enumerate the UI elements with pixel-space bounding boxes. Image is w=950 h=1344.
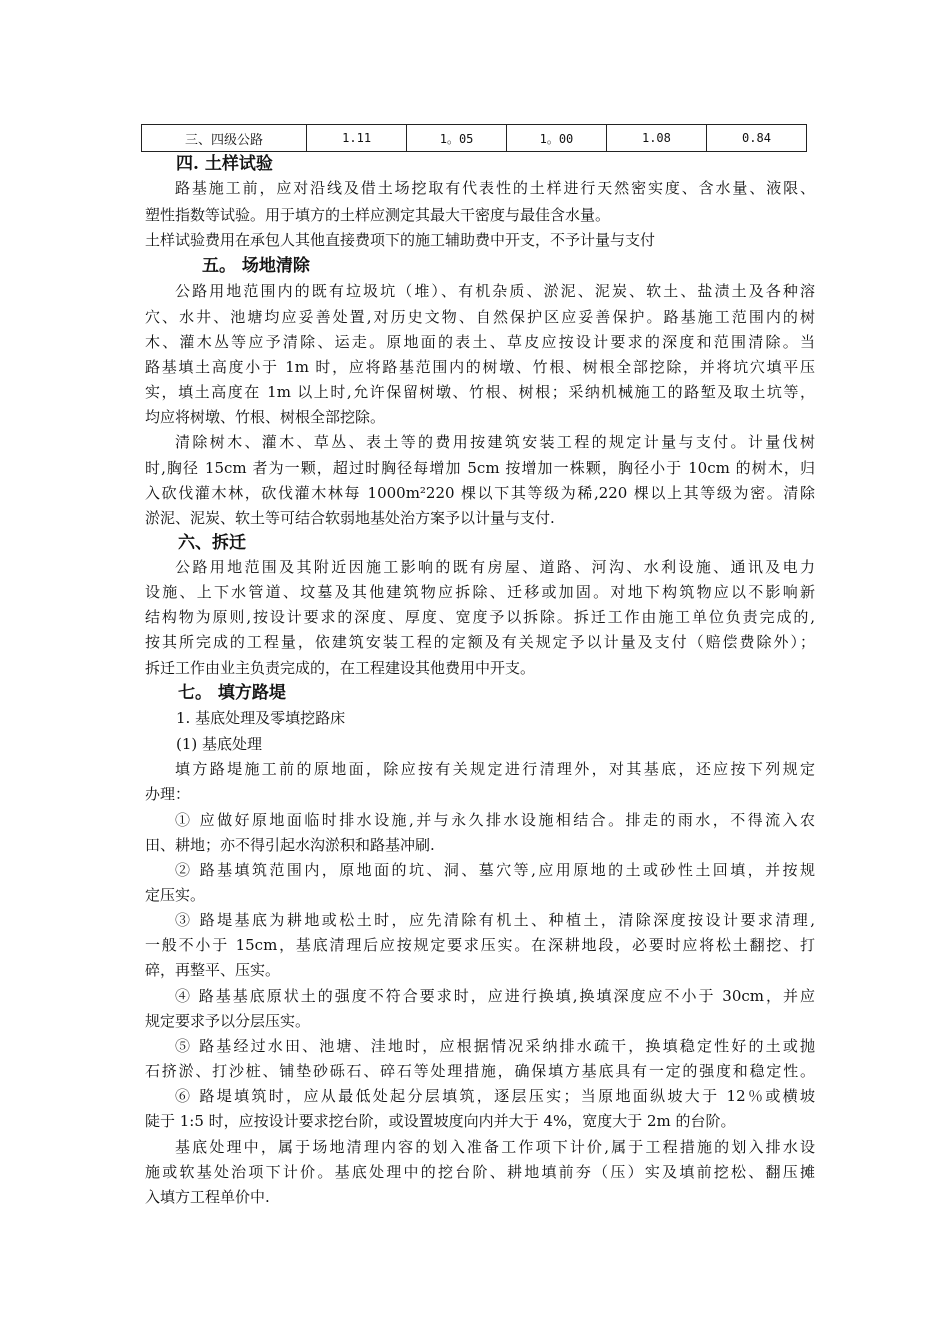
list-item: ③ 路堤基底为耕地或松土时，应先清除有机土、种植土，清除深度按设计要求清理, <box>175 911 815 929</box>
table-cell: 1。05 <box>407 125 507 152</box>
list-item: ④ 路基基底原状土的强度不符合要求时，应进行换填,换填深度应不小于 30cm，并应 <box>175 987 815 1005</box>
section-heading-fill-embankment: 七。 填方路堤 <box>178 683 286 703</box>
paragraph-line: 路基施工前，应对沿线及借土场挖取有代表性的土样进行天然密实度、含水量、液限、 <box>175 179 815 197</box>
table-cell: 1.08 <box>606 125 706 152</box>
subheading: 1. 基底处理及零填挖路床 <box>176 709 346 727</box>
paragraph-line: 按其所完成的工程量，依建筑安装工程的定额及有关规定予以计量及支付（赔偿费除外）； <box>145 633 815 651</box>
paragraph-line: 公路用地范围内的既有垃圾坑（堆）、有机杂质、淤泥、泥炭、软土、盐渍土及各种溶 <box>175 282 815 300</box>
list-item: ② 路基填筑范围内，原地面的坑、洞、墓穴等,应用原地的土或砂性土回填，并按规 <box>175 861 815 879</box>
paragraph-line: 均应将树墩、竹根、树根全部挖除。 <box>145 408 386 426</box>
paragraph-line: 木、灌木丛等应予清除、运走。原地面的表土、草皮应按设计要求的深度和范围清除。当 <box>145 333 815 351</box>
paragraph-line: 穴、水井、池塘均应妥善处置,对历史文物、自然保护区应妥善保护。路基施工范围内的树 <box>145 308 815 326</box>
paragraph-line: 实，填土高度在 1m 以上时,允许保留树墩、竹根、树根；采纳机械施工的路堑及取土坑等， <box>145 383 815 401</box>
list-item: ① 应做好原地面临时排水设施,并与永久排水设施相结合。排走的雨水，不得流入农 <box>175 811 815 829</box>
paragraph-line: 设施、上下水管道、坟墓及其他建筑物应拆除、迁移或加固。对地下构筑物应以不影响新 <box>145 583 815 601</box>
paragraph-line: 塑性指数等试验。用于填方的土样应测定其最大干密度与最佳含水量。 <box>145 206 611 224</box>
section-heading-soil-test: 四. 土样试验 <box>176 154 273 174</box>
paragraph-line: 入填方工程单价中. <box>145 1188 270 1206</box>
paragraph-line: 结构物为原则,按设计要求的深度、厚度、宽度予以拆除。拆迁工作由施工单位负责完成的, <box>145 608 815 626</box>
paragraph-line: 公路用地范围及其附近因施工影响的既有房屋、道路、河沟、水利设施、通讯及电力 <box>175 558 815 576</box>
table-cell: 1。00 <box>507 125 607 152</box>
paragraph-line: 入砍伐灌木林，砍伐灌木林每 1000m²220 棵以下其等级为稀,220 棵以上其等级为密。清除 <box>145 484 815 502</box>
list-item-continuation: 碎，再整平、压实。 <box>145 961 281 979</box>
paragraph-line: 填方路堤施工前的原地面，除应按有关规定进行清理外，对其基底，还应按下列规定 <box>175 760 815 778</box>
paragraph-line: 施或软基处治项下计价。基底处理中的挖台阶、耕地填前夯（压）实及填前挖松、翻压摊 <box>145 1163 815 1181</box>
paragraph-line: 拆迁工作由业主负责完成的，在工程建设其他费用中开支。 <box>145 659 536 677</box>
paragraph-line: 办理： <box>145 785 191 803</box>
table-cell: 0.84 <box>706 125 806 152</box>
table-cell: 1.11 <box>307 125 407 152</box>
subheading: (1) 基底处理 <box>176 735 263 753</box>
table-cell: 三、四级公路 <box>142 125 307 152</box>
section-heading-site-clearing: 五。 场地清除 <box>202 256 310 276</box>
list-item-continuation: 一般不小于 15cm，基底清理后应按规定要求压实。在深耕地段，必要时应将松土翻挖、打 <box>145 936 815 954</box>
section-heading-demolition: 六、拆迁 <box>178 533 246 553</box>
paragraph-line: 清除树木、灌木、草丛、表土等的费用按建筑安装工程的规定计量与支付。计量伐树 <box>175 433 815 451</box>
paragraph-line: 基底处理中，属于场地清理内容的划入准备工作项下计价,属于工程措施的划入排水设 <box>175 1138 815 1156</box>
paragraph-line: 淤泥、泥炭、软土等可结合软弱地基处治方案予以计量与支付. <box>145 509 555 527</box>
list-item-continuation: 陡于 1:5 时，应按设计要求挖台阶，或设置坡度向内并大于 4%，宽度大于 2m 的台阶。 <box>145 1112 736 1130</box>
paragraph-line: 时,胸径 15cm 者为一颗，超过时胸径每增加 5cm 按增加一株颗，胸径小于 10cm 的树木，归 <box>145 459 815 477</box>
list-item: ⑤ 路基经过水田、池塘、洼地时，应根据情况采纳排水疏干，换填稳定性好的土或抛 <box>175 1037 815 1055</box>
list-item-continuation: 定压实。 <box>145 886 206 904</box>
paragraph-line: 路基填土高度小于 1m 时，应将路基范围内的树墩、竹根、树根全部挖除，并将坑穴填平压 <box>145 358 815 376</box>
list-item-continuation: 石挤淤、打沙桩、铺垫砂砾石、碎石等处理措施，确保填方基底具有一定的强度和稳定性。 <box>145 1062 815 1080</box>
list-item: ⑥ 路堤填筑时，应从最低处起分层填筑，逐层压实；当原地面纵坡大于 12％或横坡 <box>175 1087 815 1105</box>
paragraph-line: 土样试验费用在承包人其他直接费项下的施工辅助费中开支，不予计量与支付 <box>145 231 656 249</box>
table-row <box>142 125 807 152</box>
compaction-coefficient-table <box>141 124 807 152</box>
list-item-continuation: 田、耕地；亦不得引起水沟淤积和路基冲刷. <box>145 836 435 854</box>
list-item-continuation: 规定要求予以分层压实。 <box>145 1012 311 1030</box>
